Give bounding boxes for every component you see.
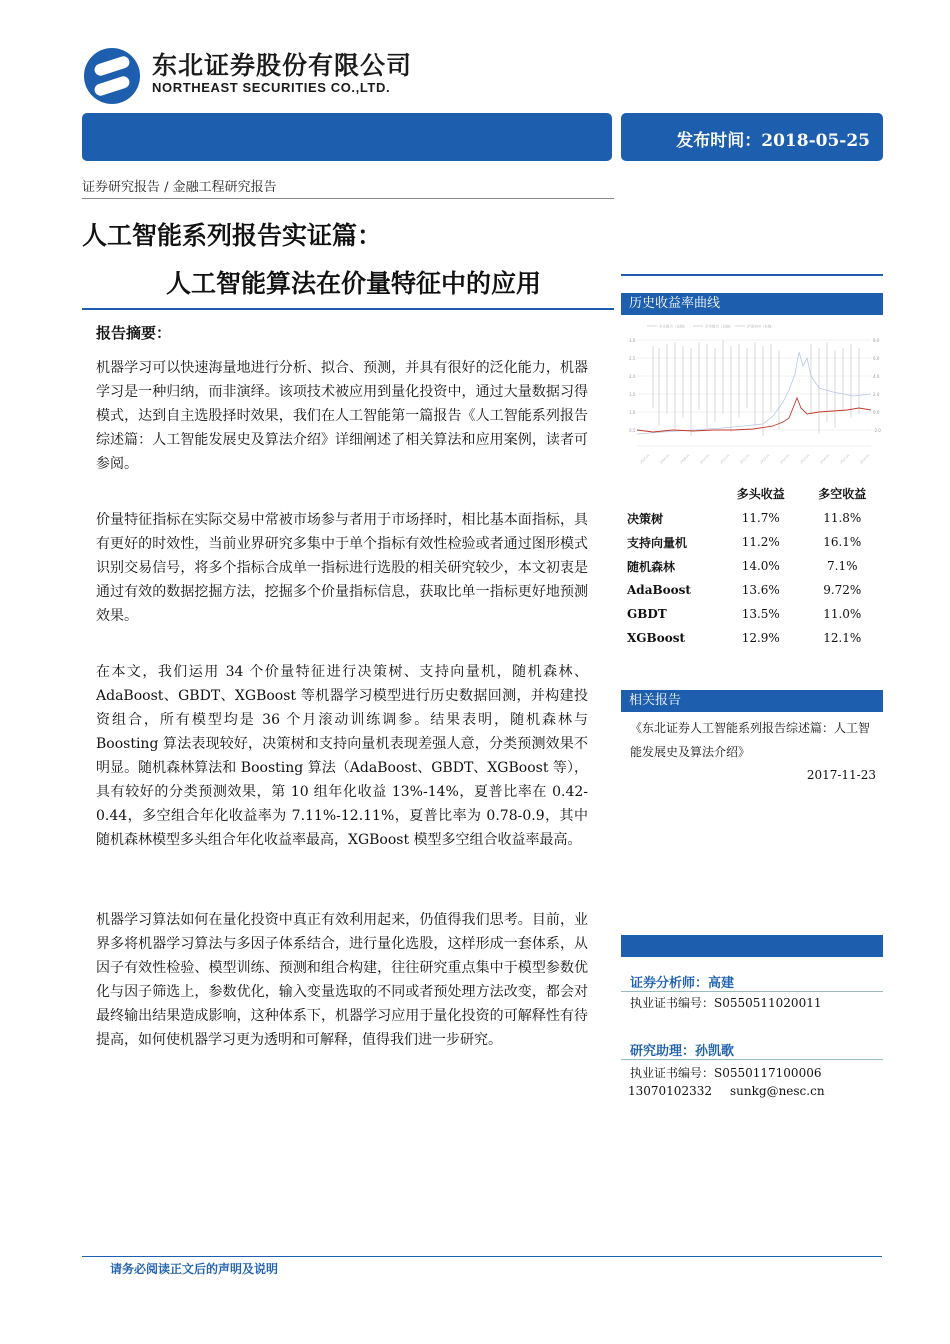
long-short-return: 7.1% [827, 559, 858, 573]
related-heading-text: 相关报告 [629, 693, 682, 708]
table-row [621, 602, 883, 626]
abstract-paragraph-3: 在本文，我们运用 34 个价量特征进行决策树、支持向量机，随机森林、AdaBoost、GBDT、XGBoost 等机器学习模型进行历史数据回测，并构建投资组合，所有模型均是 36 个月滚动训练调参。结果表明，随机森林与 Boosting 算法表现较好，决策树和支持向量机表现差强人意，分类预测效果不明显。随机森林算法和 Boosting 算法（AdaBoost、GBDT、XGBoost 等），具有较好的分类预测效果，第 10 组年化收益 13%-14%，夏普比率在 0.42-0.44，多空组合年化收益率为 7.11%-12.11%，夏普比率为 0.78-0.9，其中随机森林模型多头组合年化收益率最高，XGBoost 模型多空组合收益率最高。 [96, 664, 588, 848]
svg-text:4.0: 4.0 [873, 374, 880, 379]
svg-text:多空组合（右轴）: 多空组合（右轴） [705, 324, 733, 329]
long-return: 14.0% [741, 559, 780, 573]
long-short-return: 16.1% [823, 535, 862, 549]
assistant-phone: 13070102332 [628, 1084, 712, 1098]
footer-divider [82, 1256, 882, 1257]
svg-text:2.5: 2.5 [629, 356, 636, 361]
svg-text:2016-01: 2016-01 [818, 453, 831, 465]
company-logo-icon [84, 48, 140, 104]
abstract-paragraph-1: 机器学习可以快速海量地进行分析、拟合、预测，并具有很好的泛化能力，机器学习是一种归纳，而非演绎。该项技术被应用到量化投资中，通过大量数据习得模式，达到自主选股择时效果，我们在人工智能第一篇报告《人工智能系列报告综述篇：人工智能发展史及算法介绍》详细阐述了相关算法和应用案例，读者可参阅。 [96, 360, 588, 472]
table-header-cell [621, 480, 720, 506]
long-short-return: 11.8% [823, 511, 862, 525]
divider [82, 198, 614, 199]
sidebar-top-divider [621, 274, 883, 276]
long-return: 13.6% [741, 583, 780, 597]
company-name-cn: 东北证券股份有限公司 [152, 51, 413, 80]
table-header-cell: 多空收益 [818, 486, 867, 501]
svg-text:2010-01: 2010-01 [698, 453, 711, 465]
long-return: 13.5% [741, 607, 780, 621]
svg-text:2017-01: 2017-01 [838, 453, 851, 465]
report-title-line1: 人工智能系列报告实证篇： [82, 221, 383, 250]
chart-heading [621, 293, 883, 315]
model-name: 决策树 [627, 511, 664, 526]
svg-text:3.0: 3.0 [629, 338, 636, 343]
chart-heading-text: 历史收益率曲线 [629, 296, 721, 311]
svg-text:2.0: 2.0 [873, 392, 880, 397]
company-name-en: NORTHEAST SECURITIES CO.,LTD. [152, 80, 391, 95]
report-title-line2: 人工智能算法在价量特征中的应用 [166, 269, 542, 298]
svg-text:0.5: 0.5 [629, 428, 636, 433]
svg-text:2015-01: 2015-01 [798, 453, 811, 465]
table-row [621, 530, 883, 554]
long-return: 11.2% [741, 535, 780, 549]
svg-text:2008-01: 2008-01 [658, 453, 671, 465]
svg-text:6.0: 6.0 [873, 356, 880, 361]
model-name: 随机森林 [627, 559, 676, 574]
related-report-date: 2017-11-23 [806, 768, 876, 782]
assistant-name: 研究助理：孙凯歌 [630, 1044, 735, 1059]
assistant-cert: 执业证书编号：S0550117100006 [630, 1066, 822, 1080]
analyst-divider [621, 991, 883, 992]
svg-text:2018-01: 2018-01 [858, 453, 871, 465]
svg-text:2.0: 2.0 [629, 374, 636, 379]
related-report-title[interactable]: 《东北证券人工智能系列报告综述篇：人工智能发展史及算法介绍》 [630, 721, 871, 759]
model-name: GBDT [627, 607, 667, 621]
svg-text:8.0: 8.0 [873, 338, 880, 343]
table-row [621, 506, 883, 530]
model-name: XGBoost [627, 631, 686, 645]
assistant-email[interactable]: sunkg@nesc.cn [730, 1084, 825, 1098]
svg-text:-2.0: -2.0 [873, 428, 881, 433]
svg-text:1.0: 1.0 [629, 410, 636, 415]
svg-text:沪深300（右轴）: 沪深300（右轴） [747, 324, 775, 329]
svg-text:2012-01: 2012-01 [738, 453, 751, 465]
related-reports-heading [621, 690, 883, 712]
header-banner [82, 113, 612, 161]
analyst-banner [621, 935, 883, 957]
table-row [621, 626, 883, 650]
table-header-row [621, 480, 883, 506]
footer-disclaimer: 请务必阅读正文后的声明及说明 [110, 1262, 279, 1276]
long-short-return: 12.1% [823, 631, 862, 645]
svg-text:2014-01: 2014-01 [778, 453, 791, 465]
return-table [621, 480, 883, 650]
abstract-paragraph-4: 机器学习算法如何在量化投资中真正有效利用起来，仍值得我们思考。目前，业界多将机器学习算法与多因子体系结合，进行量化选股，这样形成一套体系，从因子有效性检验、模型训练、预测和组合构建，往往研究重点集中于模型参数优化与因子筛选上，参数优化，输入变量选取的不同或者预处理方法改变，都会对最终输出结果造成影响，这种体系下，机器学习应用于量化投资的可解释性有待提高，如何使机器学习更为透明和可解释，值得我们进一步研究。 [96, 912, 588, 1048]
publish-date: 发布时间：2018-05-25 [676, 131, 870, 151]
model-name: 支持向量机 [627, 535, 688, 550]
title-divider [82, 308, 614, 310]
long-short-return: 9.72% [823, 583, 862, 597]
assistant-divider [621, 1059, 883, 1060]
svg-text:2007-01: 2007-01 [638, 453, 651, 465]
analyst-name: 证券分析师：高建 [630, 976, 735, 991]
model-name: AdaBoost [627, 583, 691, 597]
long-return: 11.7% [741, 511, 780, 525]
table-row [621, 578, 883, 602]
analyst-cert: 执业证书编号：S0550511020011 [630, 996, 822, 1010]
svg-text:多头组合（左轴）: 多头组合（左轴） [659, 324, 687, 329]
history-return-chart [623, 318, 881, 470]
long-return: 12.9% [741, 631, 780, 645]
svg-text:2009-01: 2009-01 [678, 453, 691, 465]
svg-text:2013-01: 2013-01 [758, 453, 771, 465]
breadcrumb: 证券研究报告 / 金融工程研究报告 [82, 180, 277, 195]
svg-text:0.0: 0.0 [873, 410, 880, 415]
table-header-cell: 多头收益 [736, 486, 785, 501]
long-short-return: 11.0% [823, 607, 862, 621]
table-row [621, 554, 883, 578]
svg-text:1.5: 1.5 [629, 392, 636, 397]
abstract-heading: 报告摘要： [96, 324, 172, 342]
abstract-paragraph-2: 价量特征指标在实际交易中常被市场参与者用于市场择时，相比基本面指标，具有更好的时效性，当前业界研究多集中于单个指标有效性检验或者通过图形模式识别交易信号，将多个指标合成单一指标进行选股的相关研究较少，本文初衷是通过有效的数据挖掘方法，挖掘多个价量指标信息，获取比单一指标更好地预测效果。 [96, 512, 588, 624]
svg-text:2011-01: 2011-01 [718, 453, 731, 465]
